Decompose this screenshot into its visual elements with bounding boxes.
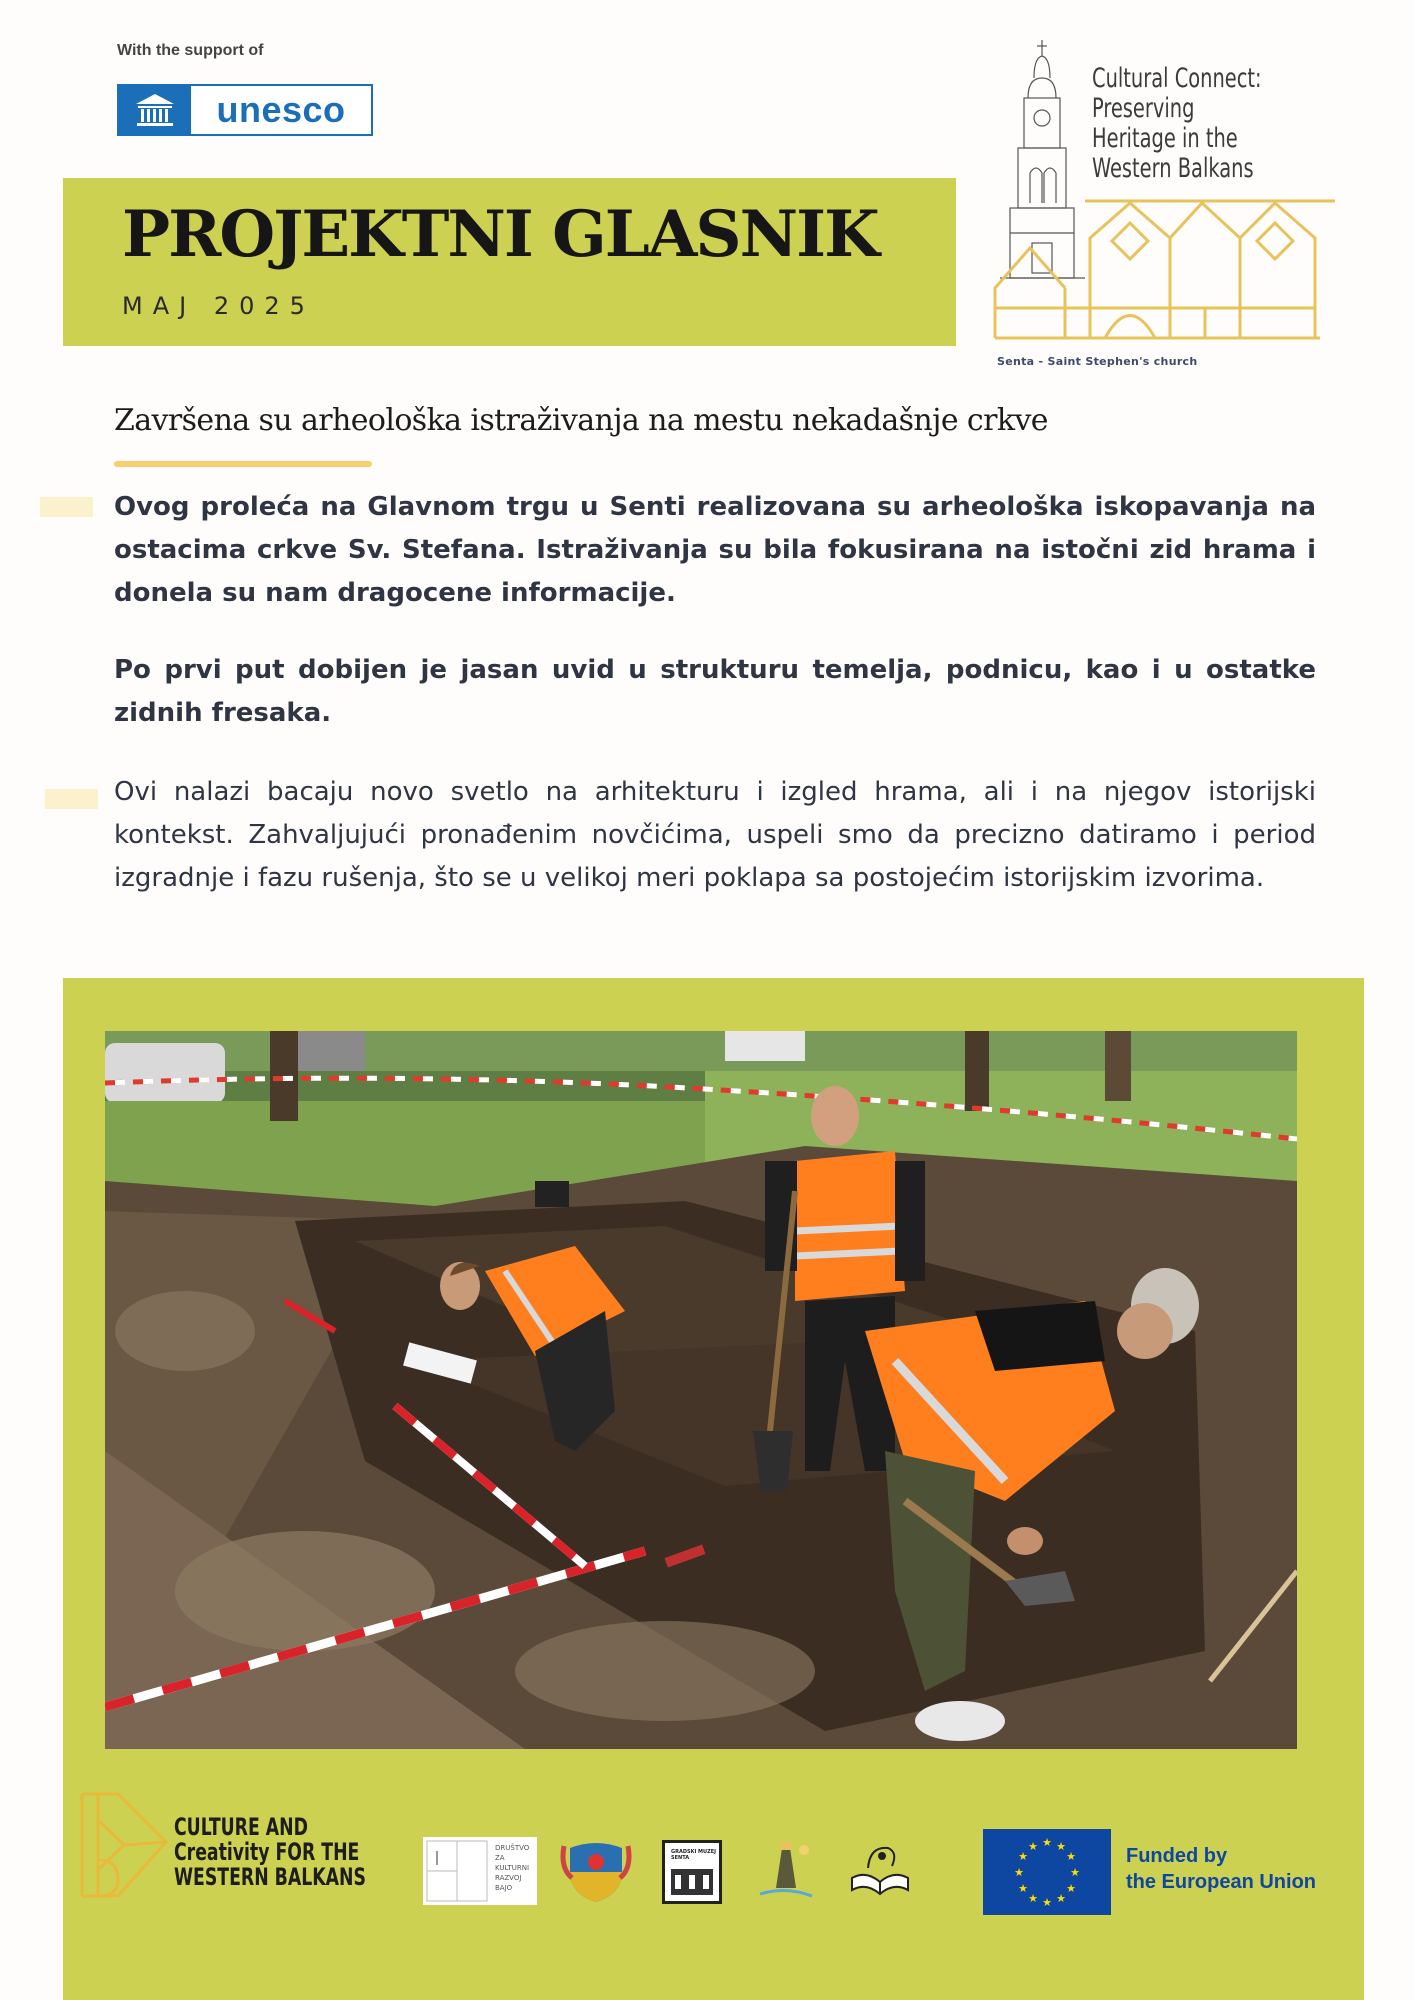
- project-name-line: Heritage in the: [1092, 123, 1238, 154]
- heading-underline: [114, 461, 372, 467]
- svg-text:★: ★: [1018, 1882, 1028, 1895]
- article-paragraph-2: Po prvi put dobijen je jasan uvid u strukturu temelja, podnicu, kao i u ostatke zidnih fresaka.: [114, 655, 1316, 728]
- project-name-line: Preserving: [1092, 93, 1195, 124]
- unesco-wordmark: unesco: [216, 89, 346, 130]
- partner-logo-museum: [662, 1840, 722, 1904]
- issue-date: MAJ 2025: [122, 292, 315, 320]
- coat-of-arms-icon: [560, 1838, 632, 1904]
- article-paragraph-1: Ovog proleća na Glavnom trgu u Senti realizovana su arheološka iskopavanja na ostacima crkve Sv. Stefana. Istraživanja su bila fokusirana na istočni zid hrama i donela su nam dragocene informacije.: [114, 492, 1316, 608]
- svg-text:★: ★: [1066, 1882, 1076, 1895]
- eu-flag-icon: [983, 1829, 1111, 1915]
- ccwb-wordmark: [174, 1815, 366, 1890]
- article-heading: Završena su arheološka istraživanja na mestu nekadašnje crkve: [114, 403, 1048, 438]
- page-title: PROJEKTNI GLASNIK: [122, 197, 878, 272]
- svg-text:★: ★: [1066, 1850, 1076, 1863]
- eu-funding-text: [1126, 1843, 1316, 1895]
- project-name: [1092, 64, 1292, 184]
- ccwb-line: Creativity FOR THE: [174, 1838, 360, 1866]
- svg-text:★: ★: [1018, 1850, 1028, 1863]
- svg-text:★: ★: [1028, 1840, 1038, 1853]
- eu-funding-line: the European Union: [1126, 1871, 1316, 1893]
- open-book-icon: [848, 1838, 912, 1898]
- svg-text:★: ★: [1042, 1896, 1052, 1909]
- project-name-line: Cultural Connect:: [1092, 63, 1262, 94]
- svg-text:★: ★: [1056, 1840, 1066, 1853]
- eu-funding-line: Funded by: [1126, 1845, 1228, 1867]
- decorative-dash: [45, 789, 98, 809]
- lighthouse-icon: [756, 1838, 816, 1904]
- partner-logo-bajo: [423, 1837, 537, 1905]
- svg-text:★: ★: [1028, 1892, 1038, 1905]
- bajo-emblem-icon: [423, 1837, 493, 1905]
- svg-text:★: ★: [1014, 1866, 1024, 1879]
- decorative-dash: [40, 497, 93, 517]
- unesco-temple-icon: [119, 86, 191, 134]
- svg-text:★: ★: [1042, 1836, 1052, 1849]
- ccwb-line: CULTURE AND: [174, 1813, 308, 1841]
- ccwb-line: WESTERN BALKANS: [174, 1863, 366, 1891]
- ccwb-emblem-icon: [78, 1790, 170, 1900]
- museum-building-icon: [665, 1859, 719, 1899]
- svg-text:★: ★: [1056, 1892, 1066, 1905]
- unesco-logo: [117, 84, 373, 136]
- partner-3-label: GRADSKI MUZEJ SENTA: [671, 1849, 716, 1861]
- support-text: With the support of: [117, 42, 264, 59]
- article-paragraph-3: Ovi nalazi bacaju novo svetlo na arhitekturu i izgled hrama, ali i na njegov istorijski kontekst. Zahvaljujući pronađenim novčićima, uspeli smo da precizno datiramo i period izgradnje i fazu rušenja, što se u velikoj meri poklapa sa postojećim istorijskim izvorima.: [114, 777, 1316, 893]
- excavation-photo: [105, 1031, 1297, 1749]
- partner-1-label: DRUŠTVO ZA KULTURNI RAZVOJ BAJO: [495, 1844, 530, 1892]
- svg-text:★: ★: [1070, 1866, 1080, 1879]
- church-caption: Senta - Saint Stephen's church: [997, 355, 1198, 368]
- project-name-line: Western Balkans: [1092, 153, 1254, 184]
